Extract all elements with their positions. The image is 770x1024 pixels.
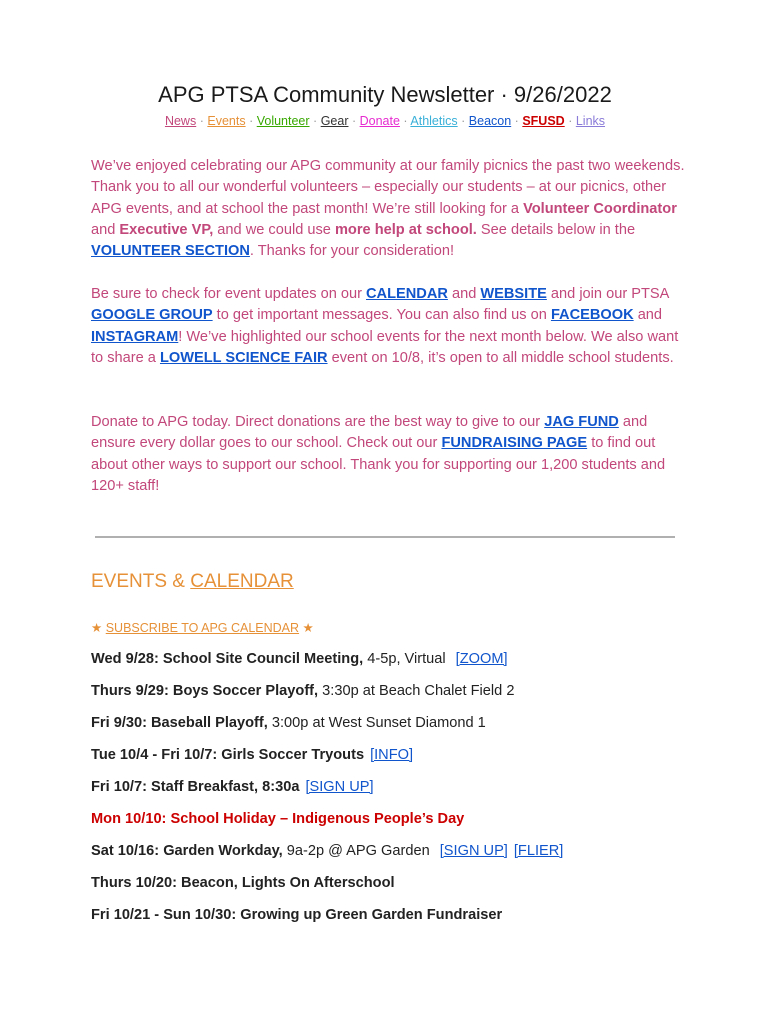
emphasis: Volunteer Coordinator xyxy=(523,200,677,217)
text: to find out about other ways to support our school. Thank you for supporting our 1,200 students and 120+ staff! xyxy=(91,435,666,494)
event-item xyxy=(91,715,486,731)
nav-link-volunteer[interactable]: Volunteer xyxy=(256,114,310,128)
nav-separator: · xyxy=(351,114,357,128)
nav-link-events[interactable]: Events xyxy=(207,114,246,128)
nav-link-sfusd[interactable]: SFUSD xyxy=(522,114,565,128)
nav-separator: · xyxy=(313,114,318,128)
text: ! We’ve highlighted our school events for the next month below. We also want to share a xyxy=(91,328,679,366)
intro-paragraph-updates xyxy=(91,284,689,369)
nav-link-donate[interactable]: Donate xyxy=(359,114,400,128)
event-item-holiday xyxy=(91,811,464,827)
text: event on 10/8, it’s open to all middle school students. xyxy=(327,349,674,366)
text: to get important messages. You can also find us on xyxy=(212,307,551,324)
events-heading xyxy=(91,571,294,593)
nav-link-athletics[interactable]: Athletics xyxy=(410,114,458,128)
text: We’ve enjoyed celebrating our APG community at our family picnics the past two weekends. Thank you to all our wonderful volunteers – especially our students – at our picnics, other APG events, and at school the past month! We’re still looking for a xyxy=(91,158,685,217)
event-detail: 9a-2p @ APG Garden xyxy=(282,843,430,859)
subscribe-calendar-link[interactable]: SUBSCRIBE TO APG CALENDAR xyxy=(105,621,300,635)
nav-separator: · xyxy=(403,114,408,128)
emphasis: more help at school. xyxy=(334,221,477,238)
event-title: Thurs 9/29: Boys Soccer Playoff, xyxy=(91,683,319,699)
calendar-link[interactable]: CALENDAR xyxy=(366,286,448,302)
events-calendar-link[interactable]: CALENDAR xyxy=(190,571,294,592)
event-title: Fri 10/21 - Sun 10/30: Growing up Green Garden Fundraiser xyxy=(91,907,503,923)
star-icon: ★ xyxy=(302,621,314,635)
event-item xyxy=(91,747,413,763)
text: and xyxy=(447,286,481,302)
nav-link-beacon[interactable]: Beacon xyxy=(468,114,512,128)
event-item xyxy=(91,779,374,795)
event-title: Thurs 10/20: Beacon, Lights On Afterschool xyxy=(91,875,395,891)
subscribe-line xyxy=(91,620,314,635)
event-item xyxy=(91,843,563,859)
heading-text: EVENTS & xyxy=(91,571,191,592)
event-item xyxy=(91,683,514,699)
text: and xyxy=(633,307,663,324)
nav-link-links[interactable]: Links xyxy=(575,114,606,128)
section-nav xyxy=(0,114,770,128)
event-detail: 3:30p at Beach Chalet Field 2 xyxy=(318,683,515,699)
event-title: Sat 10/16: Garden Workday, xyxy=(91,843,283,859)
website-link[interactable]: WEBSITE xyxy=(480,286,547,302)
nav-separator: · xyxy=(461,114,466,128)
star-icon: ★ xyxy=(91,621,103,635)
event-item xyxy=(91,651,508,667)
intro-paragraph-volunteers xyxy=(91,156,689,262)
text: and xyxy=(91,221,120,238)
nav-separator: · xyxy=(199,114,204,128)
text: and ensure every dollar goes to our school. Check out our xyxy=(91,414,648,452)
event-detail: 4-5p, Virtual xyxy=(363,651,446,667)
flier-link[interactable]: [FLIER] xyxy=(513,843,564,859)
event-title: Fri 9/30: Baseball Playoff, xyxy=(91,715,268,731)
fundraising-page-link[interactable]: FUNDRAISING PAGE xyxy=(441,435,588,452)
instagram-link[interactable]: INSTAGRAM xyxy=(91,328,179,345)
zoom-link[interactable]: [ZOOM] xyxy=(455,651,508,667)
sign-up-link[interactable]: [SIGN UP] xyxy=(439,843,508,859)
intro-paragraph-donate xyxy=(91,412,689,497)
facebook-link[interactable]: FACEBOOK xyxy=(550,307,634,324)
text: . Thanks for your consideration! xyxy=(249,243,455,260)
text: See details below in the xyxy=(476,221,636,238)
event-title: Mon 10/10: School Holiday – Indigenous People’s Day xyxy=(91,811,465,827)
lowell-science-fair-link[interactable]: LOWELL SCIENCE FAIR xyxy=(159,349,328,366)
newsletter-title: APG PTSA Community Newsletter · 9/26/2022 xyxy=(158,82,612,107)
text: Donate to APG today. Direct donations are the best way to give to our xyxy=(91,414,545,430)
section-divider xyxy=(95,536,675,538)
event-title: Wed 9/28: School Site Council Meeting, xyxy=(91,651,364,667)
nav-link-gear[interactable]: Gear xyxy=(320,114,349,128)
event-item xyxy=(91,907,502,923)
text: and we could use xyxy=(213,221,335,238)
text: and join our PTSA xyxy=(546,286,669,302)
emphasis: Executive VP, xyxy=(119,221,214,238)
google-group-link[interactable]: GOOGLE GROUP xyxy=(91,307,213,324)
nav-separator: · xyxy=(568,114,573,128)
sign-up-link[interactable]: [SIGN UP] xyxy=(305,779,374,795)
event-detail: 3:00p at West Sunset Diamond 1 xyxy=(267,715,486,731)
nav-separator: · xyxy=(249,114,254,128)
event-title: Fri 10/7: Staff Breakfast, 8:30a xyxy=(91,779,300,795)
event-item xyxy=(91,875,395,891)
text: Be sure to check for event updates on our xyxy=(91,286,367,302)
volunteer-section-link[interactable]: VOLUNTEER SECTION xyxy=(91,243,250,260)
info-link[interactable]: [INFO] xyxy=(370,747,414,763)
nav-link-news[interactable]: News xyxy=(164,114,197,128)
nav-separator: · xyxy=(514,114,519,128)
event-title: Tue 10/4 - Fri 10/7: Girls Soccer Tryouts xyxy=(91,747,365,763)
jag-fund-link[interactable]: JAG FUND xyxy=(544,414,619,430)
